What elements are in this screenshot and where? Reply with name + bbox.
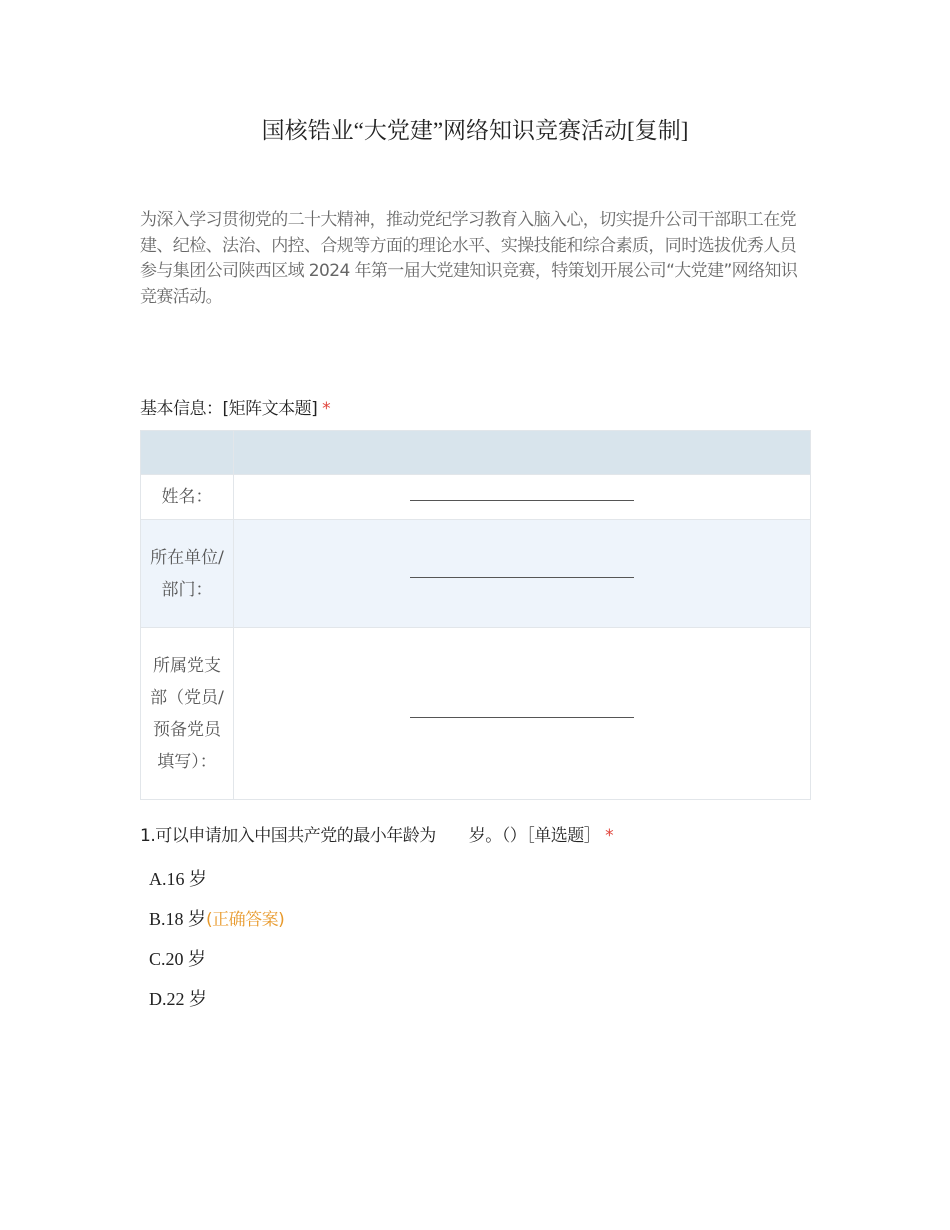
required-mark: *: [605, 826, 614, 846]
question-1-label: [140, 821, 613, 846]
matrix-row-label: 所属党支部（党员/预备党员填写）：: [141, 628, 234, 800]
survey-intro: 为深入学习贯彻党的二十大精神，推动党纪学习教育入脑入心，切实提升公司干部职工在党建、纪检、法治、内控、合规等方面的理论水平、实操技能和综合素质，同时选拔优秀人员参与集团公司陕西区域 2024 年第一届大党建知识竞赛，特策划开展公司“大党建”网络知识竞赛活动。: [140, 210, 798, 307]
question-1-options: [149, 866, 284, 1026]
option-label: B.18 岁: [149, 909, 207, 929]
matrix-row-department: [141, 520, 811, 628]
option-b[interactable]: [149, 906, 284, 946]
matrix-row-label: 所在单位/部门：: [141, 520, 234, 628]
party-branch-input[interactable]: [234, 628, 811, 800]
option-label: D.22 岁: [149, 989, 207, 1009]
survey-title: 国核锆业“大党建”网络知识竞赛活动[复制]: [261, 118, 689, 143]
blank-line: [410, 567, 634, 578]
department-input[interactable]: [234, 520, 811, 628]
basic-info-label-text: 基本信息：[矩阵文本题]: [140, 399, 318, 419]
option-label: A.16 岁: [149, 869, 207, 889]
matrix-header-cell: [234, 431, 811, 475]
option-d[interactable]: [149, 986, 284, 1026]
matrix-row-label: 姓名：: [141, 475, 234, 520]
name-input[interactable]: [234, 475, 811, 520]
blank-line: [410, 707, 634, 718]
question-1-text: 1.可以申请加入中国共产党的最小年龄为 岁。（）［单选题］: [140, 826, 601, 846]
correct-answer-note: (正确答案): [206, 910, 285, 930]
option-c[interactable]: [149, 946, 284, 986]
matrix-header-row: [141, 431, 811, 475]
basic-info-label: [140, 394, 330, 419]
matrix-row-party-branch: [141, 628, 811, 800]
blank-line: [410, 490, 634, 501]
matrix-header-cell: [141, 431, 234, 475]
matrix-row-name: [141, 475, 811, 520]
option-a[interactable]: [149, 866, 284, 906]
basic-info-matrix: [140, 430, 811, 800]
required-mark: *: [322, 399, 331, 419]
option-label: C.20 岁: [149, 949, 207, 969]
